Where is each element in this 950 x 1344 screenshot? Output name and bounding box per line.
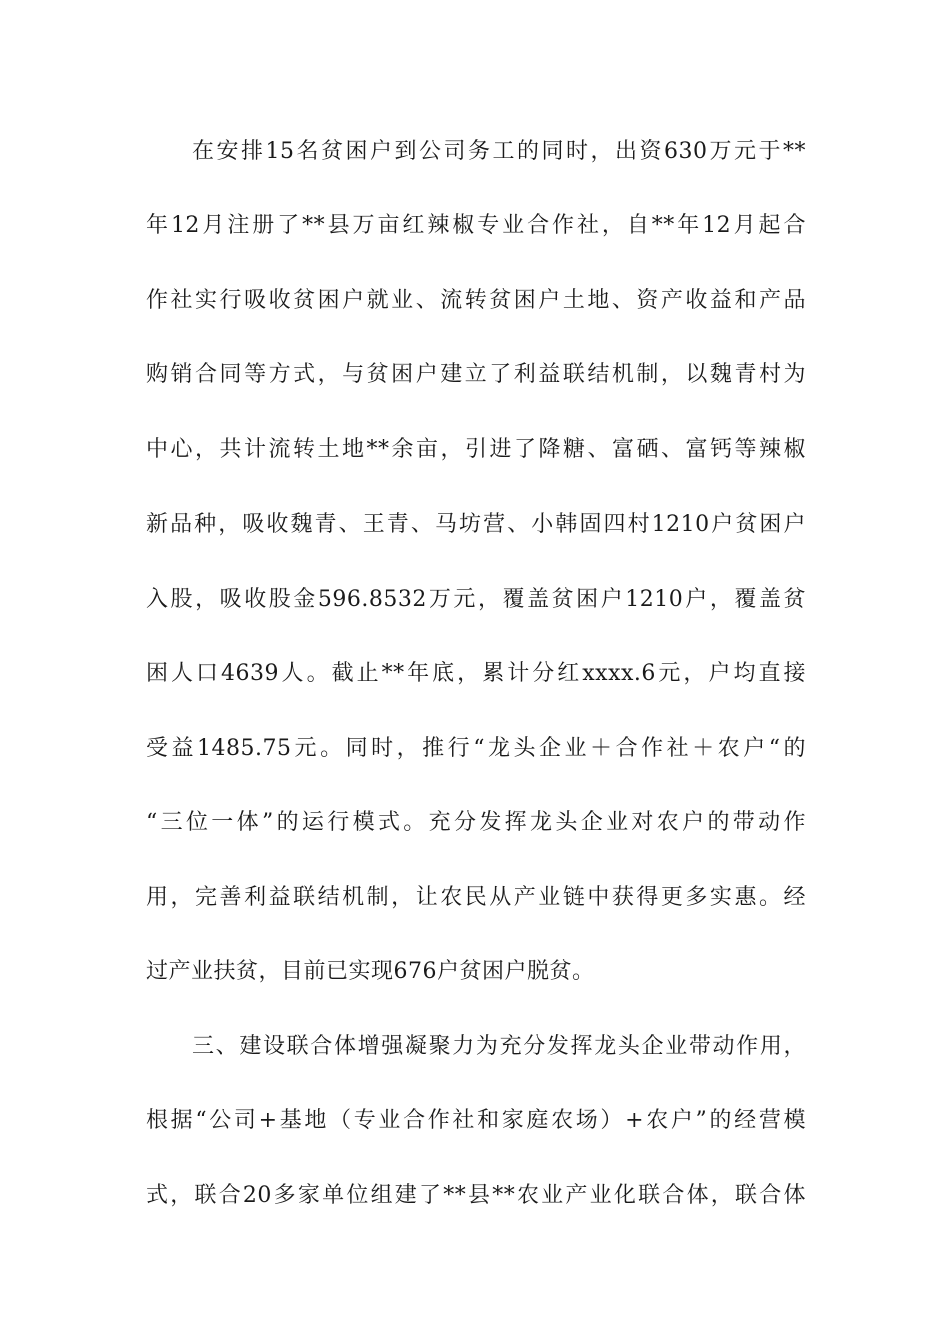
paragraph-line: 过产业扶贫，目前已实现676户贫困户脱贫。 — [146, 959, 595, 984]
paragraph-line: “三位一体”的运行模式。充分发挥龙头企业对农户的带动作 — [146, 810, 806, 835]
paragraph-line: 根据“公司+基地（专业合作社和家庭农场）+农户”的经营模 — [146, 1108, 806, 1133]
paragraph-line: 作社实行吸收贫困户就业、流转贫困户土地、资产收益和产品 — [146, 288, 806, 313]
paragraph-line: 入股，吸收股金596.8532万元，覆盖贫困户1210户，覆盖贫 — [146, 587, 806, 612]
paragraph-line: 在安排15名贫困户到公司务工的同时，出资630万元于** — [192, 139, 806, 164]
paragraph-line: 式，联合20多家单位组建了**县**农业产业化联合体，联合体 — [146, 1183, 806, 1208]
paragraph-line: 年12月注册了**县万亩红辣椒专业合作社，自**年12月起合 — [146, 213, 806, 238]
paragraph-line: 中心，共计流转土地**余亩，引进了降糖、富硒、富钙等辣椒 — [146, 437, 806, 462]
paragraph-line: 购销合同等方式，与贫困户建立了利益联结机制，以魏青村为 — [146, 362, 806, 387]
paragraph-line: 用，完善利益联结机制，让农民从产业链中获得更多实惠。经 — [146, 885, 806, 910]
paragraph-line: 三、建设联合体增强凝聚力为充分发挥龙头企业带动作用， — [192, 1034, 806, 1059]
paragraph-line: 受益1485.75元。同时，推行“龙头企业＋合作社＋农户“的 — [146, 736, 806, 761]
paragraph-line: 困人口4639人。截止**年底，累计分红xxxx.6元，户均直接 — [146, 661, 806, 686]
paragraph-line: 新品种，吸收魏青、王青、马坊营、小韩固四村1210户贫困户 — [146, 512, 806, 537]
